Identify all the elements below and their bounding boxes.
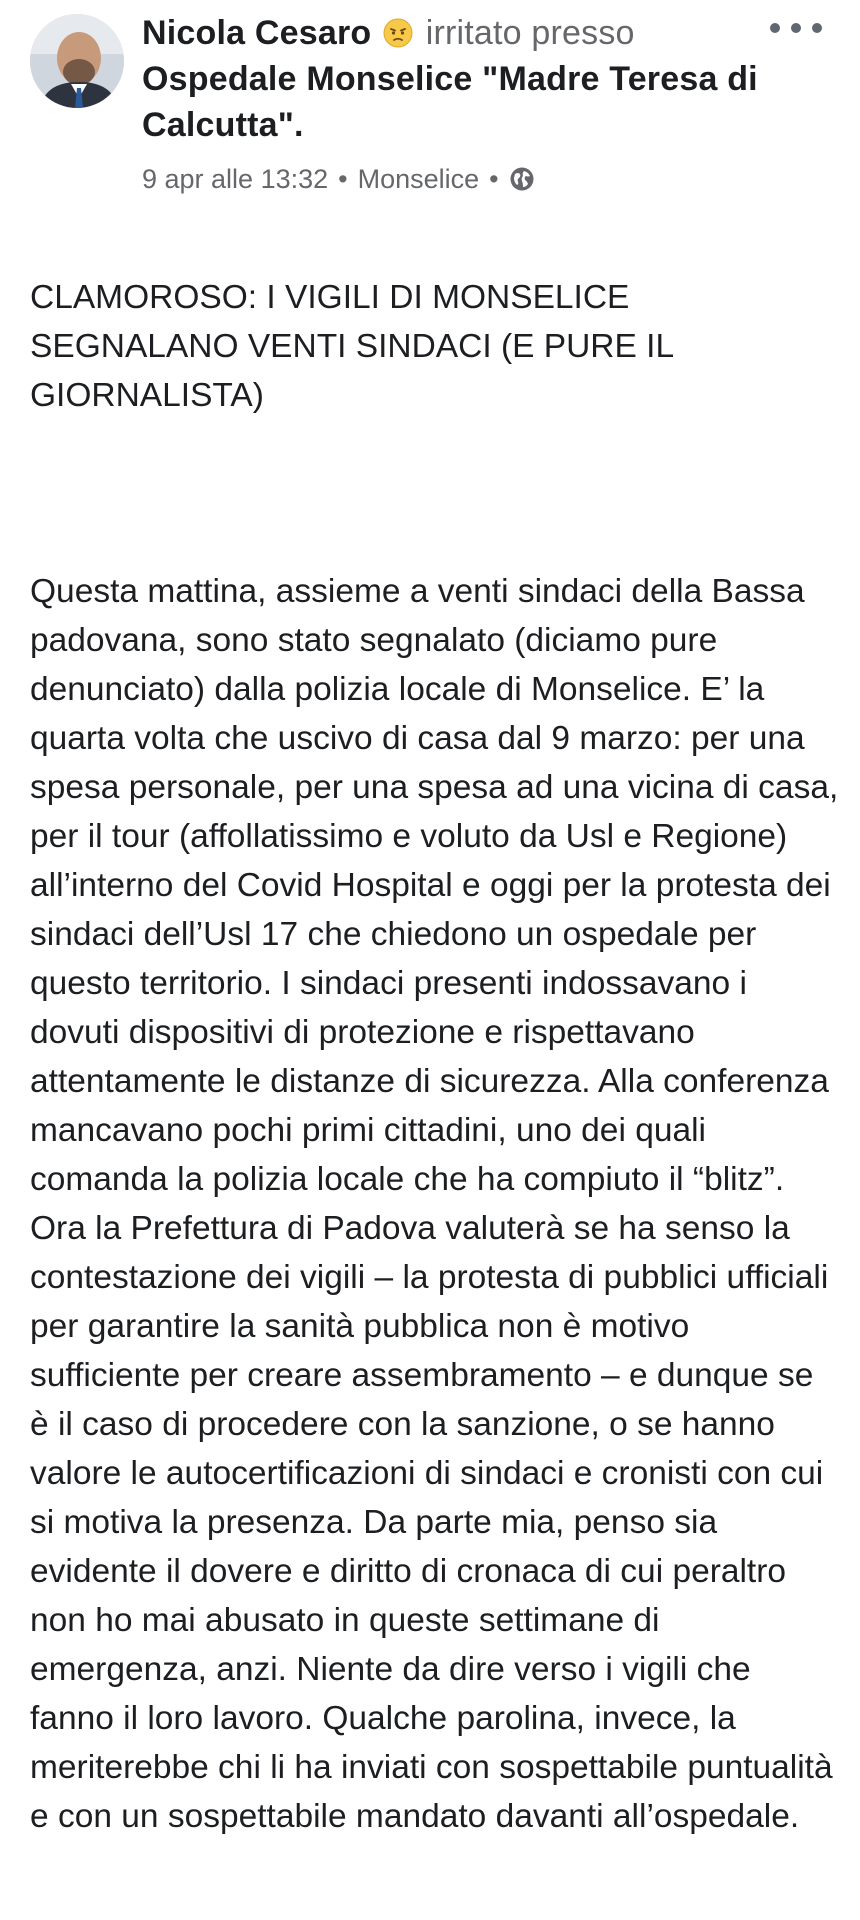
paragraph-spacer: [30, 469, 840, 518]
post-title-line: [142, 10, 762, 148]
more-options-icon: [770, 23, 780, 33]
post-headline: CLAMOROSO: I VIGILI DI MONSELICE SEGNALANO VENTI SINDACI (E PURE IL GIORNALISTA): [30, 279, 673, 414]
meta-separator: •: [338, 164, 348, 194]
more-options-button[interactable]: [770, 16, 822, 40]
post-body: [30, 224, 840, 1890]
avatar-photo: [30, 14, 124, 108]
feeling-text: irritato presso: [425, 14, 635, 52]
post-header: [0, 0, 860, 194]
more-options-icon: [791, 23, 801, 33]
more-options-icon: [812, 23, 822, 33]
location-title[interactable]: Ospedale Monselice "Madre Teresa di Calcutta".: [142, 60, 758, 144]
post-meta: [142, 162, 762, 196]
meta-separator: •: [489, 164, 499, 194]
post-place[interactable]: Monselice: [357, 164, 480, 194]
author-avatar[interactable]: [30, 14, 124, 108]
author-name[interactable]: Nicola Cesaro: [142, 14, 372, 52]
post-paragraph: Questa mattina, assieme a venti sindaci della Bassa padovana, sono stato segnalato (diciamo pure denunciato) dalla polizia locale di Monselice. E’ la quarta volta che uscivo di casa dal 9 marzo: per una spesa personale, per una spesa ad una vicina di casa, per il tour (affollatissimo e voluto da Usl e Regione) all’interno del Covid Hospital e oggi per la protesta dei sindaci dell’Usl 17 che chiedono un ospedale per questo territorio. I sindaci presenti indossavano i dovuti dispositivi di protezione e rispettavano attentamente le distanze di sicurezza. Alla conferenza mancavano pochi primi cittadini, uno dei quali comanda la polizia locale che ha compiuto il “blitz”. Ora la Prefettura di Padova valuterà se ha senso la contestazione dei vigili – la protesta di pubblici ufficiali per garantire la sanità pubblica non è motivo sufficiente per creare assembramento – e dunque se è il caso di procedere con la sanzione, o se hanno valore le autocertificazioni di sindaci e cronisti con cui si motiva la presenza. Da parte mia, penso sia evidente il dovere e diritto di cronaca di cui peraltro non ho mai abusato in queste settimane di emergenza, anzi. Niente da dire verso i vigili che fanno il loro lavoro. Qualche parolina, invece, la meriterebbe chi li ha inviati con sospettabile puntualità e con un sospettabile mandato davanti all’ospedale.: [30, 573, 839, 1835]
post-timestamp[interactable]: 9 apr alle 13:32: [142, 164, 329, 194]
globe-icon: [509, 166, 535, 192]
annoyed-face-emoji-icon: [383, 18, 413, 48]
post-header-text: [142, 10, 762, 196]
